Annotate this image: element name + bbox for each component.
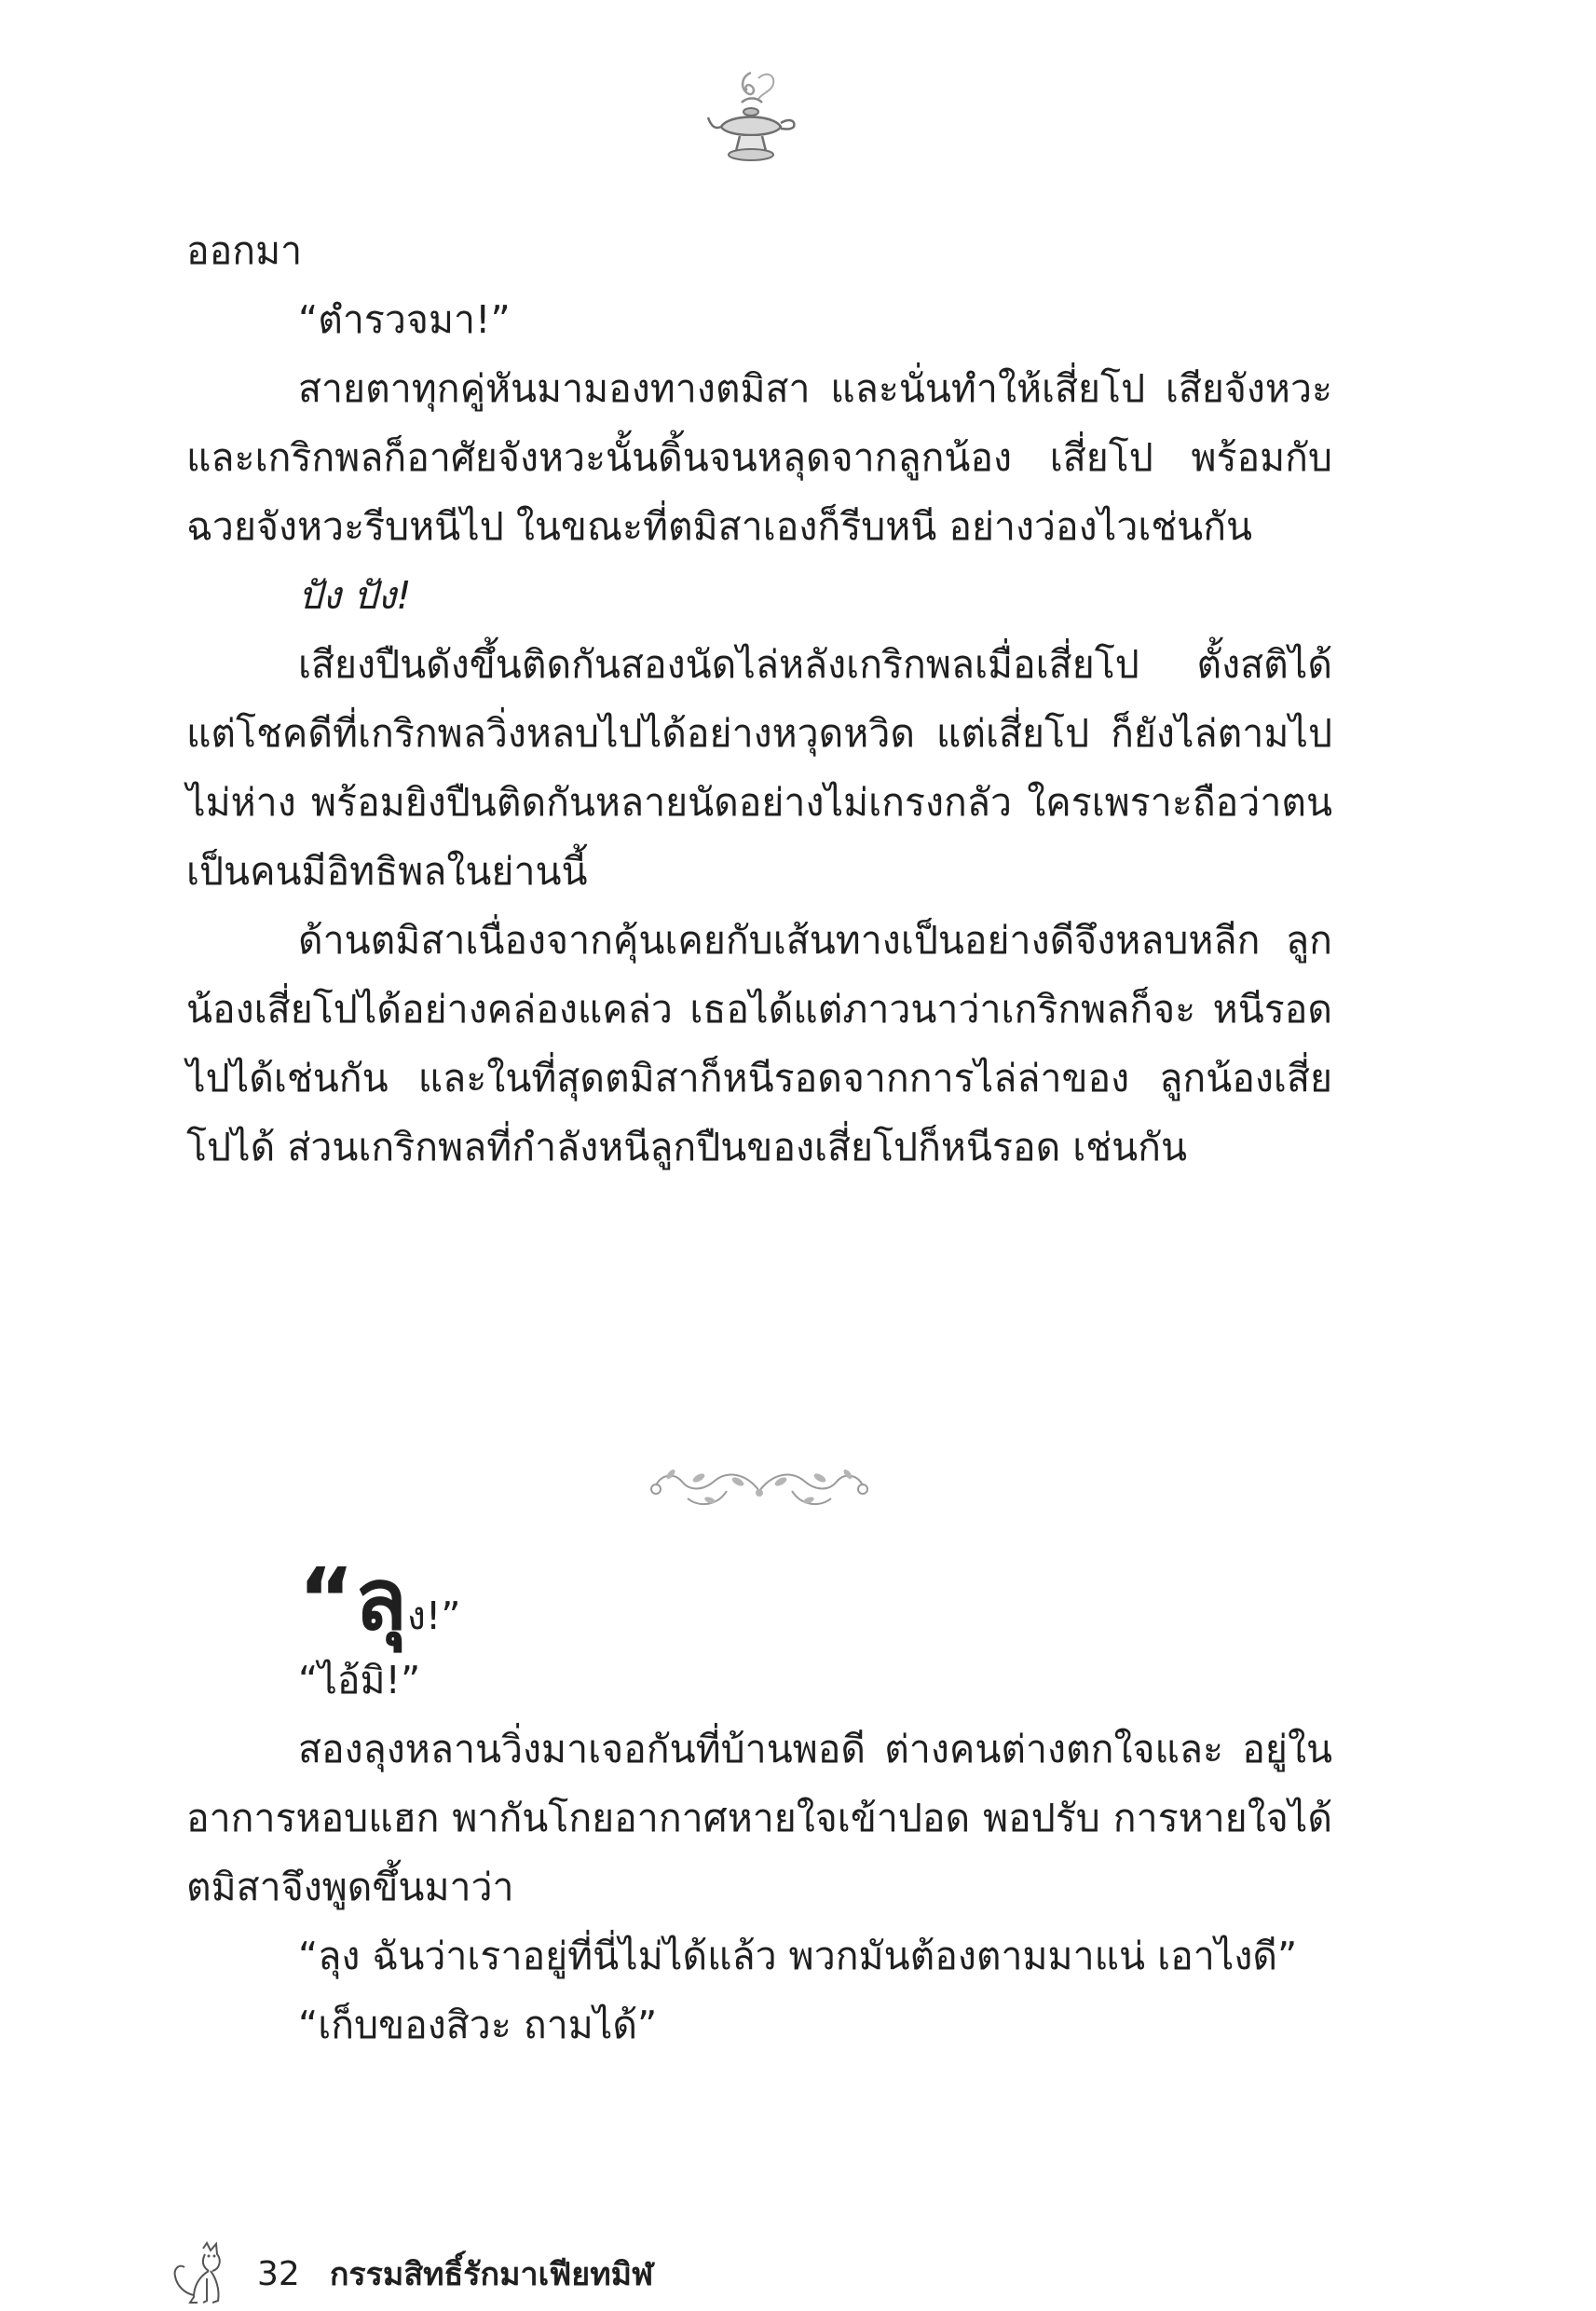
paragraph: ออกมา	[186, 228, 303, 273]
floral-divider-icon	[634, 1454, 885, 1519]
cat-icon	[166, 2241, 233, 2306]
book-title: กรรมสิทธิ์รักมาเฟียทมิฬ	[329, 2256, 654, 2293]
paragraph: “ตำรวจมา!”	[298, 297, 511, 342]
page-number: 32	[257, 2254, 300, 2293]
paragraph: “ไอ้มิ!”	[298, 1658, 421, 1702]
paragraph-sound-effect: ปัง ปัง!	[298, 573, 412, 618]
genie-lamp-icon	[704, 65, 798, 168]
dropcap-line	[298, 1550, 461, 1649]
paragraph: ด้านตมิสาเนื่องจากคุ้นเคยกับเส้นทางเป็นอย่างดีจึงหลบหลีก ลูกน้องเสี่ยโปได้อย่างคล่องแคล่ว เธอได้แต่ภาวนาว่าเกริกพลก็จะ หนีรอดไปได้เช่นกัน และในที่สุดตมิสาก็หนีรอดจากการไล่ล่าของ ลูกน้องเสี่ยโปได้ ส่วนเกริกพลที่กำลังหนีลูกปืนของเสี่ยโปก็หนีรอด เช่นกัน	[186, 918, 1332, 1169]
paragraph: “ลุง ฉันว่าเราอยู่ที่นี่ไม่ได้แล้ว พวกมันต้องตามมาแน่ เอาไงดี”	[298, 1934, 1298, 1978]
paragraph: เสียงปืนดังขึ้นติดกันสองนัดไล่หลังเกริกพลเมื่อเสี่ยโป ตั้งสติได้ แต่โชคดีที่เกริกพลวิ่งหลบไปได้อย่างหวุดหวิด แต่เสี่ยโป ก็ยังไล่ตามไปไม่ห่าง พร้อมยิงปืนติดกันหลายนัดอย่างไม่เกรงกลัว ใครเพราะถือว่าตนเป็นคนมีอิทธิพลในย่านนี้	[186, 642, 1332, 894]
text-block-bottom	[186, 1646, 1332, 2059]
text-block-top	[186, 216, 1332, 1182]
paragraph: “เก็บของสิวะ ถามได้”	[298, 2003, 658, 2047]
page-footer	[166, 2246, 653, 2302]
paragraph: สายตาทุกคู่หันมามองทางตมิสา และนั่นทำให้เสี่ยโป เสียจังหวะ และเกริกพลก็อาศัยจังหวะนั้นดิ้นจนหลุดจากลูกน้อง เสี่ยโป พร้อมกับฉวยจังหวะรีบหนีไป ในขณะที่ตมิสาเองก็รีบหนี อย่างว่องไวเช่นกัน	[186, 366, 1332, 549]
paragraph: สองลุงหลานวิ่งมาเจอกันที่บ้านพอดี ต่างคนต่างตกใจและ อยู่ในอาการหอบแฮก พากันโกยอากาศหายใจเข้าปอด พอปรับ การหายใจได้ตมิสาจึงพูดขึ้นมาว่า	[186, 1727, 1332, 1909]
dropcap-letter: “ลุ	[298, 1550, 407, 1649]
dropcap-rest: ง!”	[406, 1593, 461, 1638]
